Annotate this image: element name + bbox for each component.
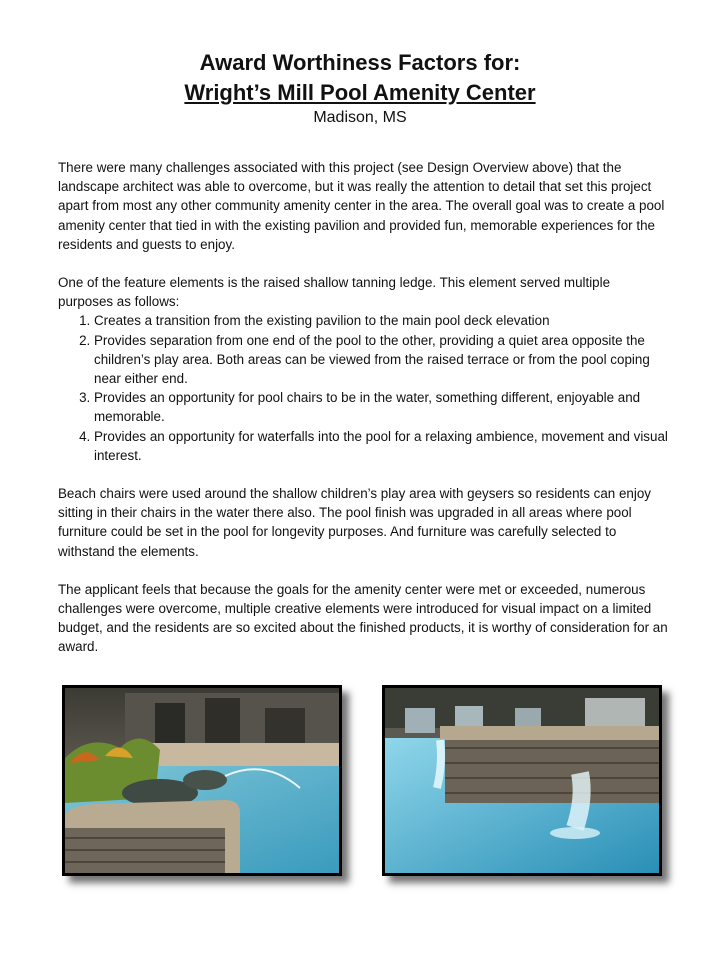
body-text — [58, 158, 668, 676]
project-name: Wright’s Mill Pool Amenity Center — [184, 80, 536, 105]
list-item: 1. Creates a transition from the existing pavilion to the main pool deck elevation — [94, 311, 668, 330]
frog-fountain-photo — [62, 685, 342, 876]
waterfall-ledge-photo-icon — [385, 688, 659, 873]
feature-paragraph: One of the feature elements is the raised shallow tanning ledge. This element served multiple purposes as follows: — [58, 275, 611, 310]
frog-fountain-photo-icon — [65, 688, 339, 873]
list-item: 3. Provides an opportunity for pool chairs to be in the water, something different, enjoyable and memorable. — [94, 388, 668, 426]
intro-paragraph: There were many challenges associated with this project (see Design Overview above) that the landscape architect was able to overcome, but it was really the attention to detail that set this project apart from most any other community amenity center in the area. The overall goal was to create a pool amenity center that tied in with the existing pavilion and provided fun, memorable experiences for the residents and guests to enjoy. — [58, 160, 665, 252]
project-location: Madison, MS — [313, 109, 407, 126]
waterfall-ledge-photo — [382, 685, 662, 876]
beach-chairs-paragraph: Beach chairs were used around the shallow children’s play area with geysers so residents can enjoy sitting in their chairs in the water there also. The pool finish was upgraded in all areas where pool furniture could be set in the pool for longevity purposes. And furniture was carefully selected to withstand the elements. — [58, 486, 651, 559]
purpose-list — [58, 311, 668, 465]
page-header — [0, 48, 720, 128]
feature-section — [58, 273, 668, 465]
list-item: 4. Provides an opportunity for waterfalls into the pool for a relaxing ambience, movement and visual interest. — [94, 427, 668, 465]
conclusion-paragraph: The applicant feels that because the goals for the amenity center were met or exceeded, numerous challenges were overcome, multiple creative elements were introduced for visual impact on a limited budget, and the residents are so excited about the finished products, it is worthy of consideration for an award. — [58, 581, 668, 655]
page-title: Award Worthiness Factors for: — [199, 50, 521, 75]
list-item: 2. Provides separation from one end of the pool to the other, providing a quiet area opposite the children’s play area. Both areas can be viewed from the raised terrace or from the pool coping near either end. — [94, 331, 668, 389]
